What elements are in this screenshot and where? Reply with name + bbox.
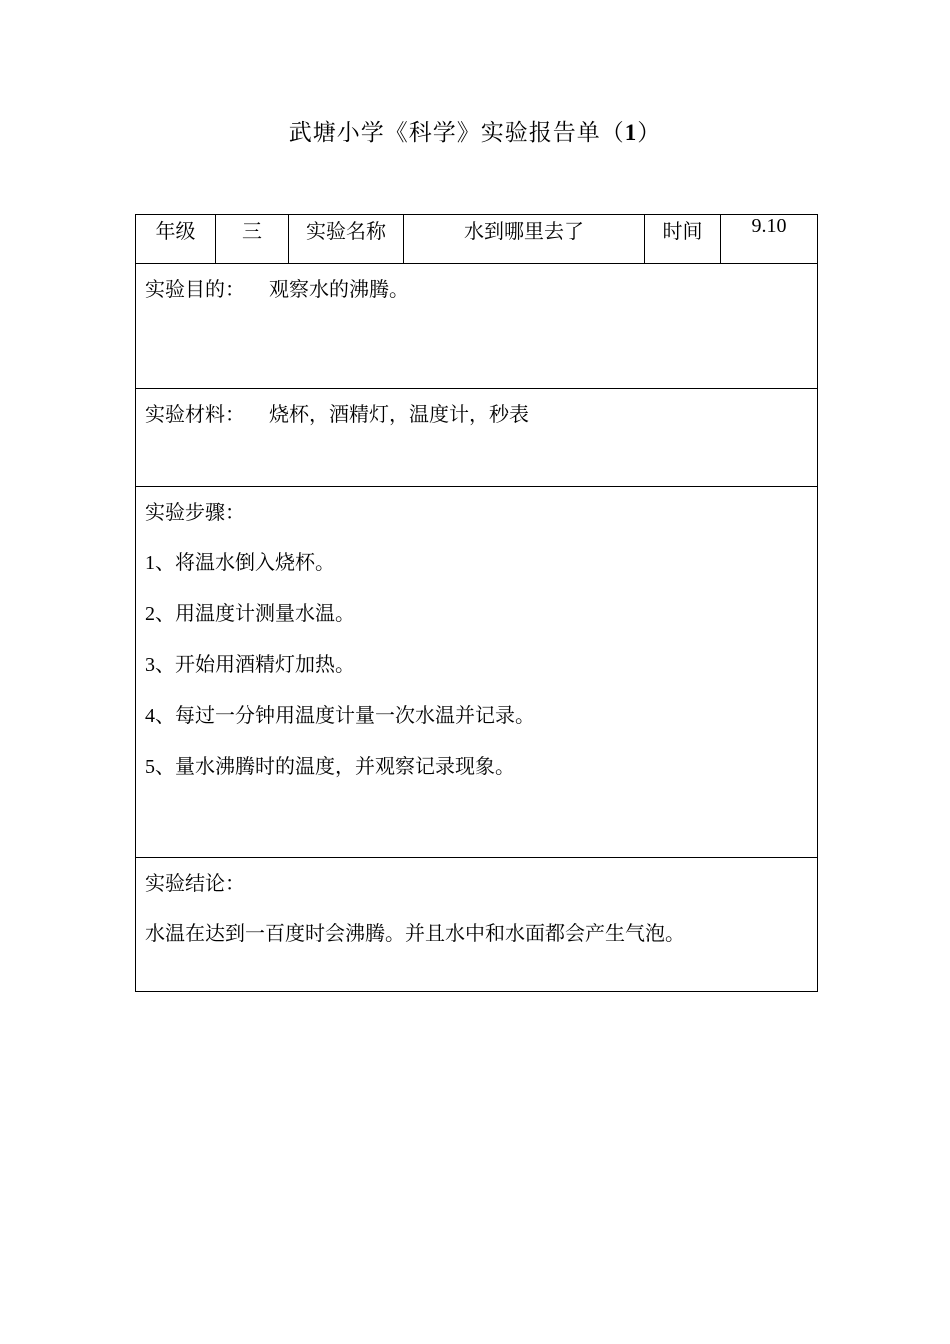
steps-label: 实验步骤： (145, 500, 245, 524)
step-text: 、每过一分钟用温度计量一次水温并记录。 (155, 703, 535, 727)
grade-value: 三 (216, 215, 289, 264)
step-text: 、量水沸腾时的温度，并观察记录现象。 (155, 754, 515, 778)
step-item (145, 600, 817, 627)
step-text: 、用温度计测量水温。 (155, 601, 355, 625)
steps-cell (136, 487, 818, 858)
conclusion-cell (136, 858, 818, 992)
step-item (145, 549, 817, 576)
materials-text: 烧杯，酒精灯，温度计，秒表 (269, 402, 529, 426)
purpose-cell (136, 264, 818, 389)
title-number: 1 (624, 120, 638, 145)
materials-label: 实验材料： (145, 402, 245, 426)
step-item (145, 651, 817, 678)
conclusion-text: 水温在达到一百度时会沸腾。并且水中和水面都会产生气泡。 (145, 921, 685, 945)
step-number: 4 (145, 705, 155, 727)
conclusion-row (136, 858, 818, 992)
time-value: 9.10 (721, 215, 818, 264)
experiment-name-label: 实验名称 (289, 215, 404, 264)
step-text: 、开始用酒精灯加热。 (155, 652, 355, 676)
purpose-text: 观察水的沸腾。 (269, 277, 409, 301)
steps-row (136, 487, 818, 858)
purpose-row (136, 264, 818, 389)
time-label: 时间 (645, 215, 721, 264)
materials-cell (136, 389, 818, 487)
step-number: 3 (145, 654, 155, 676)
header-row (136, 215, 818, 264)
step-number: 1 (145, 552, 155, 574)
purpose-label: 实验目的： (145, 277, 245, 301)
title-prefix: 武塘小学《科学》实验报告单（ (288, 120, 625, 146)
step-number: 5 (145, 756, 155, 778)
step-item (145, 753, 817, 780)
title-suffix: ） (637, 120, 662, 146)
experiment-name-value: 水到哪里去了 (404, 215, 645, 264)
report-table (135, 214, 818, 992)
step-item (145, 702, 817, 729)
conclusion-label: 实验结论： (145, 871, 245, 895)
grade-label: 年级 (136, 215, 216, 264)
materials-row (136, 389, 818, 487)
step-number: 2 (145, 603, 155, 625)
page-title (0, 116, 950, 150)
step-text: 、将温水倒入烧杯。 (155, 550, 335, 574)
